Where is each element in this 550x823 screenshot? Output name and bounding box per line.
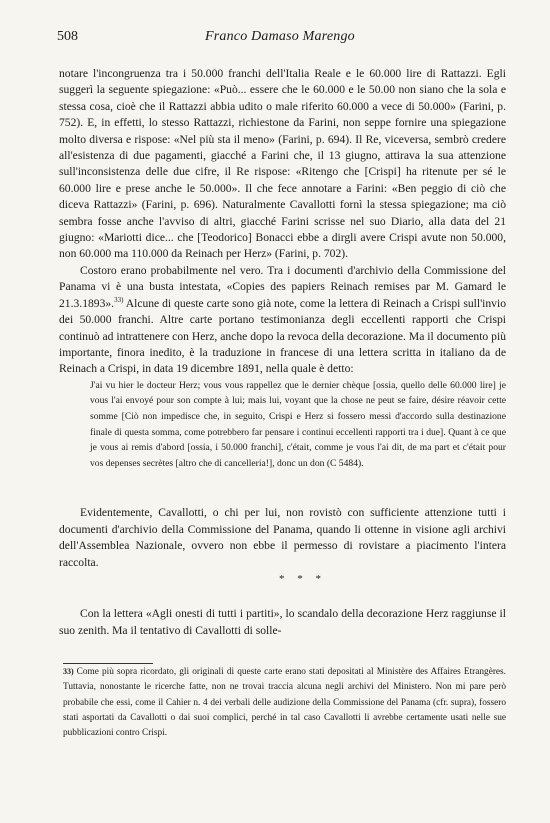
paragraph-3: Evidentemente, Cavallotti, o chi per lui, non rovistò con sufficiente attenzione tutti i documenti d'archivio della Commissione del Panama, quando li ottenne in visione agli archivi dell'Assemblea Nazionale, ovvero non ebbe il permesso di rovistare a piacimento l'intera raccolta. <box>59 506 506 569</box>
paragraph-2 <box>59 263 506 378</box>
block-quote: J'ai vu hier le docteur Herz; vous vous rappellez que le dernier chèque [ossia, quello delle 60.000 lire] je vous l'ai envoyé pour son compte à lui; mais lui, voyant que la chose ne peut se faire, désire réavoir cette somme [Ciò non impedisce che, in seguito, Crispi e Herz si fossero messi d'accordo sulla destinazione finale di questa somma, come potrebbero far pensare i continui eccellenti rapporti tra i due]. Quant à ce que je vous ai remis d'abord [ossia, i 50.000 franchi], c'était, comme je vous l'ai dit, de ma part et c'était pour vos depenses secrètes [altro che di cancelleria!], donc un don (C 5484). <box>90 379 506 469</box>
paragraph-1: notare l'incongruenza tra i 50.000 franchi dell'Italia Reale e le 60.000 lire di Rattazzi. Egli suggerì la seguente spiegazione: «Può... essere che le 60.000 e le 50.00 non siano che la sola e stessa cosa, cioè che il Rattazzi abbia udito o male riferito 60.000 a vece di 50.000» (Farini, p. 752). E, in effetti, lo stesso Rattazzi, richiestone da Farini, non seppe fornire una spiegazione molto diversa e rispose: «Nel più sta il meno» (Farini, p. 694). Il Re, viceversa, sembrò credere all'esistenza di due pagamenti, giacché a Farini che, il 13 giugno, attirava la sua attenzione sull'inconsistenza delle due cifre, il Re rispose: «Ritengo che [Crispi] ha ritenute per sé le 60.000 lire e prese anche le 50.000». Il che fece annotare a Farini: «Ben peggio di ciò che diceva Rattazzi» (Farini, p. 696). Naturalmente Cavallotti fornì la stessa spiegazione; ma ciò sembra fosse anche l'avviso di altri, giacché Farini scrisse nel suo Diario, alla data del 21 giugno: «Mariotti dice... che [Teodorico] Bonacci ebbe a dirgli avere Crispi avute non 50.000, non 60.000 ma 110.000 da Reinach per Herz» (Farini, p. 702). <box>59 67 506 261</box>
paragraph-2-text-b: Alcune di queste carte sono già note, come la lettera di Reinach a Crispi sull'invio dei 50.000 franchi. Altre carte portano testimonianza degli eccellenti rapporti che Crispi continuò ad intrattenere con Herz, anche dopo la revoca della decorazione. Ma il documento più importante, finora inedito, è la traduzione in francese di una lettera scritta in italiano da de Reinach a Crispi, in data 19 dicembre 1891, nella quale è detto: <box>59 296 506 376</box>
running-title: Franco Damaso Marengo <box>205 29 355 44</box>
section-separator: * * * <box>279 572 326 585</box>
running-header <box>57 29 507 49</box>
paragraph-4: Con la lettera «Agli onesti di tutti i partiti», lo scandalo della decorazione Herz raggiunse il suo zenith. Ma il tentativo di Cavallotti di solle- <box>59 607 506 637</box>
footnote <box>59 664 506 741</box>
body-text <box>59 66 506 742</box>
page-number: 508 <box>57 29 78 44</box>
footnote-marker: 33) <box>63 667 74 677</box>
footnote-text: Come più sopra ricordato, gli originali di queste carte erano stati depositati al Ministère des Affaires Etrangères. Tuttavia, nonostante le ricerche fatte, non ne trovai traccia alcuna negli archivi del Ministero. Non mi pare però probabile che essi, come il Cahier n. 4 dei verbali delle audizione della Commissione del Panama (cfr. supra), fossero stati asportati da Cavallotti o dai suoi complici, perché in tal caso Cavallotti li avrebbe certamente usati nelle sue pubblicazioni contro Crispi. <box>63 667 506 739</box>
footnote-reference: 33) <box>114 295 124 304</box>
paragraph-2-text-a: Costoro erano probabilmente nel vero. Tra i documenti d'archivio della Commissione del Panama vi è una busta intestata, «Copies des papiers Reinach remises par M. Gamard le 21.3.1893». <box>59 263 506 310</box>
